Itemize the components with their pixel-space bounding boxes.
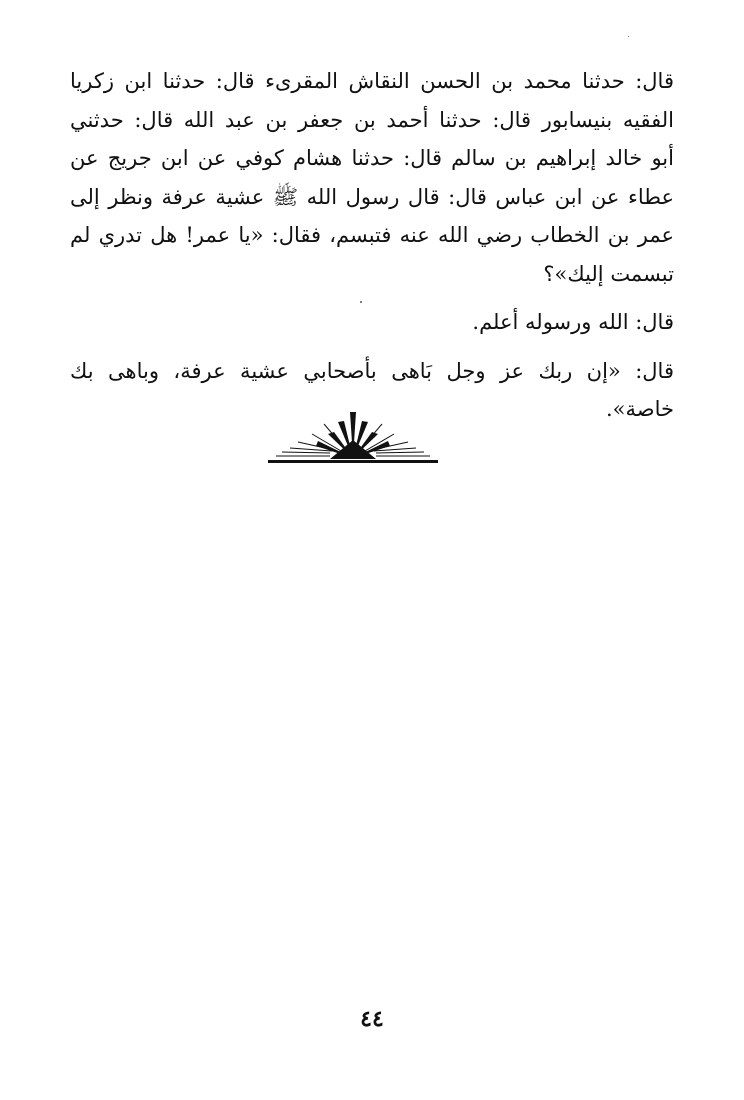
body-text	[70, 62, 674, 429]
text-line: الفقيه بنيسابور قال: حدثنا أحمد بن جعفر بن عبد الله قال: حدثني	[70, 107, 674, 132]
text-line: قال: «إن ربك عز وجل بَاهى بأصحابي عشية عرفة، وباهى بك	[70, 358, 674, 383]
page-number: ٤٤	[360, 1006, 384, 1032]
scan-speck	[360, 301, 362, 303]
text-line: تبسمت إليك»؟	[543, 261, 674, 286]
text-line: أبو خالد إبراهيم بن سالم قال: حدثنا هشام كوفي عن ابن جريج عن	[70, 146, 674, 170]
sunburst-ornament-icon	[268, 410, 438, 466]
text-line: قال: حدثنا محمد بن الحسن النقاش المقرىء قال: حدثنا ابن زكريا	[70, 69, 674, 93]
text-line: عطاء عن ابن عباس قال: قال رسول الله ﷺ عشية عرفة ونظر إلى	[70, 184, 674, 209]
text-line: خاصة».	[606, 397, 674, 421]
paragraph-hadith-chain	[70, 62, 674, 293]
paragraph-reply	[70, 303, 674, 342]
scan-speck	[628, 36, 629, 37]
text-line: قال: الله ورسوله أعلم.	[472, 310, 674, 334]
text-line: عمر بن الخطاب رضي الله عنه فتبسم، فقال: «يا عمر! هل تدري لم	[70, 223, 674, 247]
